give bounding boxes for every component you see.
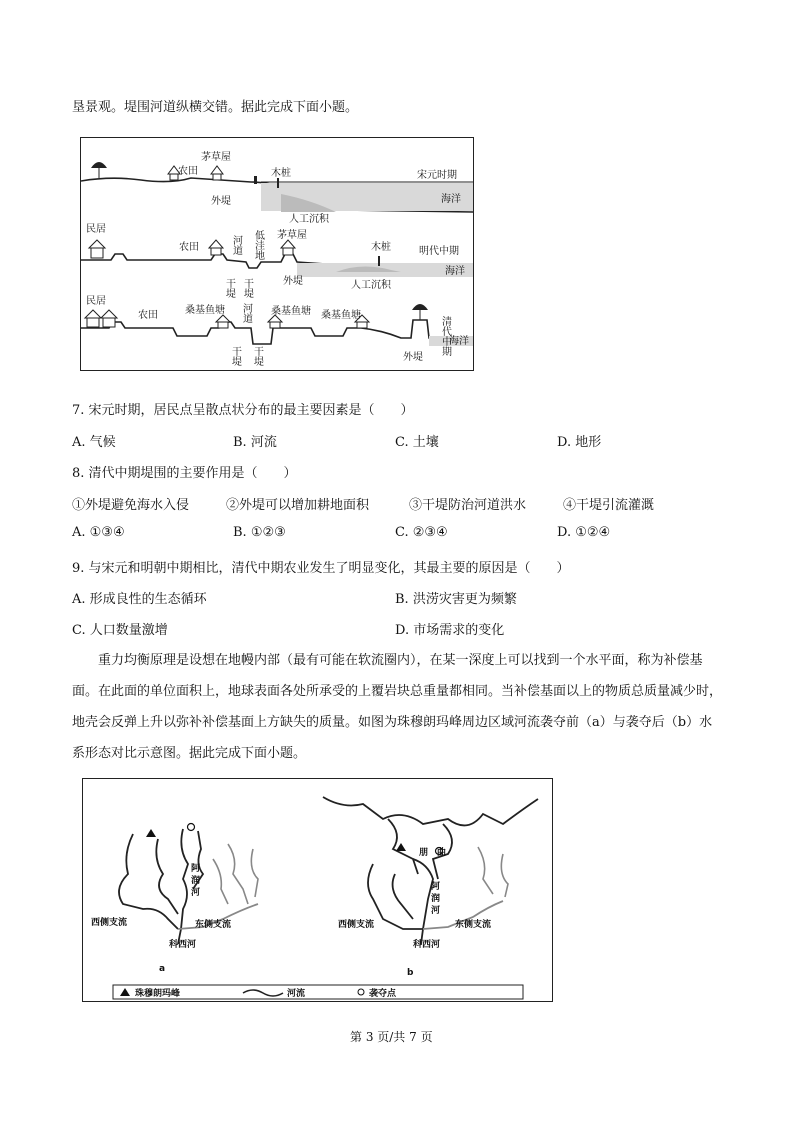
period-song-yuan: 宋元时期 xyxy=(417,170,457,181)
label-dike-3a: 干堤 xyxy=(229,346,241,366)
wood-stake-icon xyxy=(378,256,380,266)
hut-icon xyxy=(281,240,295,255)
label-panel-a: a xyxy=(159,964,166,974)
label-dike-2a: 干堤 xyxy=(223,278,235,298)
label-dike-3b: 干堤 xyxy=(251,346,263,366)
intro-text: 垦景观。堤围河道纵横交错。据此完成下面小题。 xyxy=(72,100,359,115)
tree-icon xyxy=(412,304,428,320)
label-stake-1: 木桩 xyxy=(271,168,291,179)
label-outer-dike-2: 外堤 xyxy=(283,276,303,287)
label-arun-b-3: 河 xyxy=(431,906,441,916)
q9-option-a[interactable]: A. 形成良性的生态循环 xyxy=(72,592,207,607)
dike-evolution-diagram xyxy=(81,138,473,370)
q8-statement-3: ③干堤防治河道洪水 xyxy=(409,498,527,513)
q8-option-d[interactable]: D. ①②④ xyxy=(557,525,611,540)
label-arun-a-1: 阿 xyxy=(191,864,201,874)
q9-option-b[interactable]: B. 洪涝灾害更为频繁 xyxy=(395,592,517,607)
label-mulberry-3c: 桑基鱼塘 xyxy=(321,310,361,321)
q9-stem: 9. 与宋元和明朝中期相比，清代中期农业发生了明显变化，其最主要的原因是（ ） xyxy=(72,561,570,576)
legend-river: 河流 xyxy=(287,989,306,999)
label-arun-b-1: 阿 xyxy=(431,882,441,892)
label-west-a: 西侧支流 xyxy=(91,918,128,928)
hut-icon xyxy=(216,315,230,328)
label-farmland-3: 农田 xyxy=(138,310,158,321)
q7-option-a[interactable]: A. 气候 xyxy=(72,435,116,450)
panel-a-map xyxy=(91,824,258,975)
q8-stem: 8. 清代中期堤围的主要作用是（ ） xyxy=(72,466,297,481)
house-icon xyxy=(85,310,101,327)
label-farmland-1: 农田 xyxy=(178,166,198,177)
label-cottage-1: 茅草屋 xyxy=(201,152,231,163)
label-sea-1: 海洋 xyxy=(441,194,461,205)
label-sea-3: 海洋 xyxy=(449,336,469,347)
label-panel-b: b xyxy=(407,968,414,978)
peak-marker-b xyxy=(396,843,406,851)
label-residence-3: 民居 xyxy=(86,296,106,307)
passage-gravity-isostasy: 重力均衡原理是设想在地幔内部（最有可能在软流圈内），在某一深度上可以找到一个水平面，称为补偿基面。在此面的单位面积上，地球表面各处所承受的上覆岩块总重量都相同。当补偿基面以上的物质总质量减少时，地壳会反弹上升以弥补补偿基面上方缺失的质量。如图为珠穆朗玛峰周边区域河流袭夺前（a）与袭夺后（b）水系形态对比示意图。据此完成下面小题。 xyxy=(72,653,723,761)
label-artificial-1: 人工沉积 xyxy=(289,214,329,225)
label-river-2: 河道 xyxy=(230,235,242,255)
map-legend xyxy=(113,985,523,999)
label-mulberry-3a: 桑基鱼塘 xyxy=(185,305,225,316)
label-dike-2b: 干堤 xyxy=(241,278,253,298)
q8-statement-4: ④干堤引流灌溉 xyxy=(563,498,655,513)
q8-option-c[interactable]: C. ②③④ xyxy=(395,525,448,540)
label-lowland-2: 低洼地 xyxy=(252,230,264,260)
label-sea-2: 海洋 xyxy=(445,266,465,277)
label-west-b: 西侧支流 xyxy=(338,920,375,930)
label-east-b: 东侧支流 xyxy=(455,920,492,930)
label-mulberry-3b: 桑基鱼塘 xyxy=(271,306,311,317)
q8-option-b[interactable]: B. ①②③ xyxy=(233,525,286,540)
q8-statement-2: ②外堤可以增加耕地面积 xyxy=(226,498,370,513)
legend-capture: 袭夺点 xyxy=(369,989,397,999)
tree-icon xyxy=(91,162,107,178)
period-ming: 明代中期 xyxy=(419,246,459,257)
page-footer: 第 3 页/共 7 页 xyxy=(350,1030,433,1044)
label-outer-dike-1: 外堤 xyxy=(211,196,231,207)
label-arun-b-2: 润 xyxy=(431,894,441,904)
label-cottage-2: 茅草屋 xyxy=(277,230,307,241)
label-farmland-2: 农田 xyxy=(179,242,199,253)
capture-legend-icon xyxy=(358,989,364,995)
q7-option-b[interactable]: B. 河流 xyxy=(233,435,277,450)
period-qing: 清代中期 xyxy=(439,316,451,356)
q7-stem: 7. 宋元时期，居民点呈散点状分布的最主要因素是（ ） xyxy=(72,403,414,418)
peak-marker-a xyxy=(146,829,156,837)
panel-b-map xyxy=(323,797,538,978)
label-arun-a-2: 润 xyxy=(191,876,201,886)
q7-option-d[interactable]: D. 地形 xyxy=(557,435,602,450)
q8-statement-1: ①外堤避免海水入侵 xyxy=(72,498,190,513)
river-capture-figure xyxy=(82,778,553,1002)
hut-icon xyxy=(209,240,223,255)
label-kosi-b: 科西河 xyxy=(413,940,441,950)
label-kosi-a: 科西河 xyxy=(169,940,197,950)
hut-icon xyxy=(211,166,223,180)
legend-peak: 珠穆朗玛峰 xyxy=(135,989,181,999)
house-icon xyxy=(89,240,105,258)
label-east-a: 东侧支流 xyxy=(195,920,232,930)
wood-stake-icon xyxy=(277,178,279,188)
label-stake-2: 木桩 xyxy=(371,242,391,253)
q7-option-c[interactable]: C. 土壤 xyxy=(395,435,439,450)
label-residence-2: 民居 xyxy=(86,224,106,235)
capture-point-a xyxy=(188,824,195,831)
river-capture-maps xyxy=(83,779,552,1001)
house-icon xyxy=(101,310,117,327)
label-arun-a-3: 河 xyxy=(191,888,201,898)
q9-option-c[interactable]: C. 人口数量激增 xyxy=(72,623,168,638)
label-artificial-2: 人工沉积 xyxy=(351,280,391,291)
label-pengqu-b: 朋 曲 xyxy=(419,848,447,858)
dike-evolution-figure xyxy=(80,137,474,371)
label-outer-dike-3: 外堤 xyxy=(403,352,423,363)
label-river-3: 河道 xyxy=(240,303,252,323)
q9-option-d[interactable]: D. 市场需求的变化 xyxy=(395,623,505,638)
q8-option-a[interactable]: A. ①③④ xyxy=(72,525,125,540)
